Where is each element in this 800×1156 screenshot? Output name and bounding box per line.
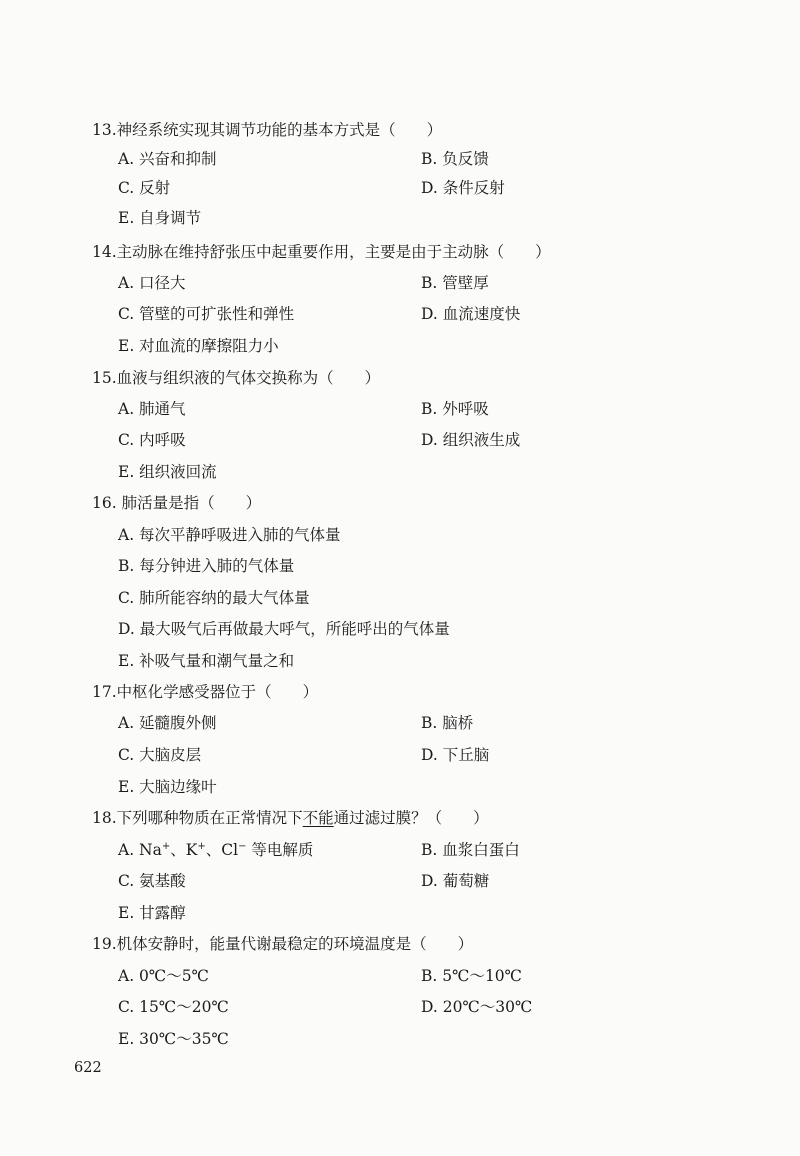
question-16-stem: 16. 肺活量是指（ ） — [92, 494, 262, 512]
question-13-stem: 13.神经系统实现其调节功能的基本方式是（ ） — [92, 121, 443, 139]
q18-stem-emphasis: 不能 — [302, 809, 334, 827]
q15-option-c: C. 内呼吸 — [118, 431, 186, 449]
q14-option-e: E. 对血流的摩擦阻力小 — [118, 337, 279, 355]
q18-option-c: C. 氨基酸 — [118, 872, 186, 890]
q17-option-d: D. 下丘脑 — [421, 746, 490, 764]
q14-option-b: B. 管壁厚 — [421, 274, 489, 292]
q13-option-b: B. 负反馈 — [421, 150, 489, 168]
q18-a-sup1: + — [161, 840, 171, 852]
q18-option-d: D. 葡萄糖 — [421, 872, 490, 890]
q15-option-e: E. 组织液回流 — [118, 463, 217, 481]
q13-option-e: E. 自身调节 — [118, 209, 202, 227]
q14-option-a: A. 口径大 — [118, 274, 186, 292]
question-17-stem: 17.中枢化学感受器位于（ ） — [92, 683, 319, 701]
q16-option-d: D. 最大吸气后再做最大呼气，所能呼出的气体量 — [118, 620, 450, 638]
q15-option-b: B. 外呼吸 — [421, 400, 489, 418]
q18-a-sup3: − — [238, 840, 247, 852]
question-14-stem: 14.主动脉在维持舒张压中起重要作用，主要是由于主动脉（ ） — [92, 243, 551, 261]
q15-option-a: A. 肺通气 — [118, 400, 186, 418]
page-number: 622 — [74, 1060, 102, 1076]
question-15-stem: 15.血液与组织液的气体交换称为（ ） — [92, 369, 381, 387]
q13-option-a: A. 兴奋和抑制 — [118, 150, 217, 168]
question-19-stem: 19.机体安静时，能量代谢最稳定的环境温度是（ ） — [92, 935, 474, 953]
q18-stem-end: 通过滤过膜？（ ） — [333, 809, 489, 827]
q13-option-d: D. 条件反射 — [421, 179, 505, 197]
q19-option-e: E. 30℃～35℃ — [118, 1030, 229, 1048]
q16-option-a: A. 每次平静呼吸进入肺的气体量 — [118, 526, 341, 544]
q17-option-e: E. 大脑边缘叶 — [118, 778, 217, 796]
q17-option-a: A. 延髓腹外侧 — [118, 714, 217, 732]
q18-option-a — [118, 840, 313, 860]
q17-option-b: B. 脑桥 — [421, 714, 474, 732]
question-18-stem — [92, 808, 489, 828]
q18-option-e: E. 甘露醇 — [118, 904, 186, 922]
q18-a-sup2: + — [197, 840, 206, 852]
q19-option-a: A. 0℃～5℃ — [118, 967, 209, 985]
q18-stem-start: 18.下列哪种物质在正常情况下 — [92, 809, 303, 827]
q16-option-e: E. 补吸气量和潮气量之和 — [118, 652, 295, 670]
q18-a-part1: A. Na — [118, 841, 162, 859]
q15-option-d: D. 组织液生成 — [421, 431, 521, 449]
q18-a-part4: 等电解质 — [246, 841, 314, 859]
q18-option-b: B. 血浆白蛋白 — [421, 841, 520, 859]
q14-option-c: C. 管壁的可扩张性和弹性 — [118, 305, 295, 323]
q19-option-b: B. 5℃～10℃ — [421, 967, 523, 985]
q19-option-c: C. 15℃～20℃ — [118, 998, 229, 1016]
q14-option-d: D. 血流速度快 — [421, 305, 521, 323]
q19-option-d: D. 20℃～30℃ — [421, 998, 533, 1016]
q18-a-part3: 、Cl — [205, 841, 239, 859]
q18-a-part2: 、K — [170, 841, 198, 859]
q13-option-c: C. 反射 — [118, 179, 171, 197]
q16-option-c: C. 肺所能容纳的最大气体量 — [118, 589, 310, 607]
q17-option-c: C. 大脑皮层 — [118, 746, 202, 764]
q16-option-b: B. 每分钟进入肺的气体量 — [118, 557, 295, 575]
